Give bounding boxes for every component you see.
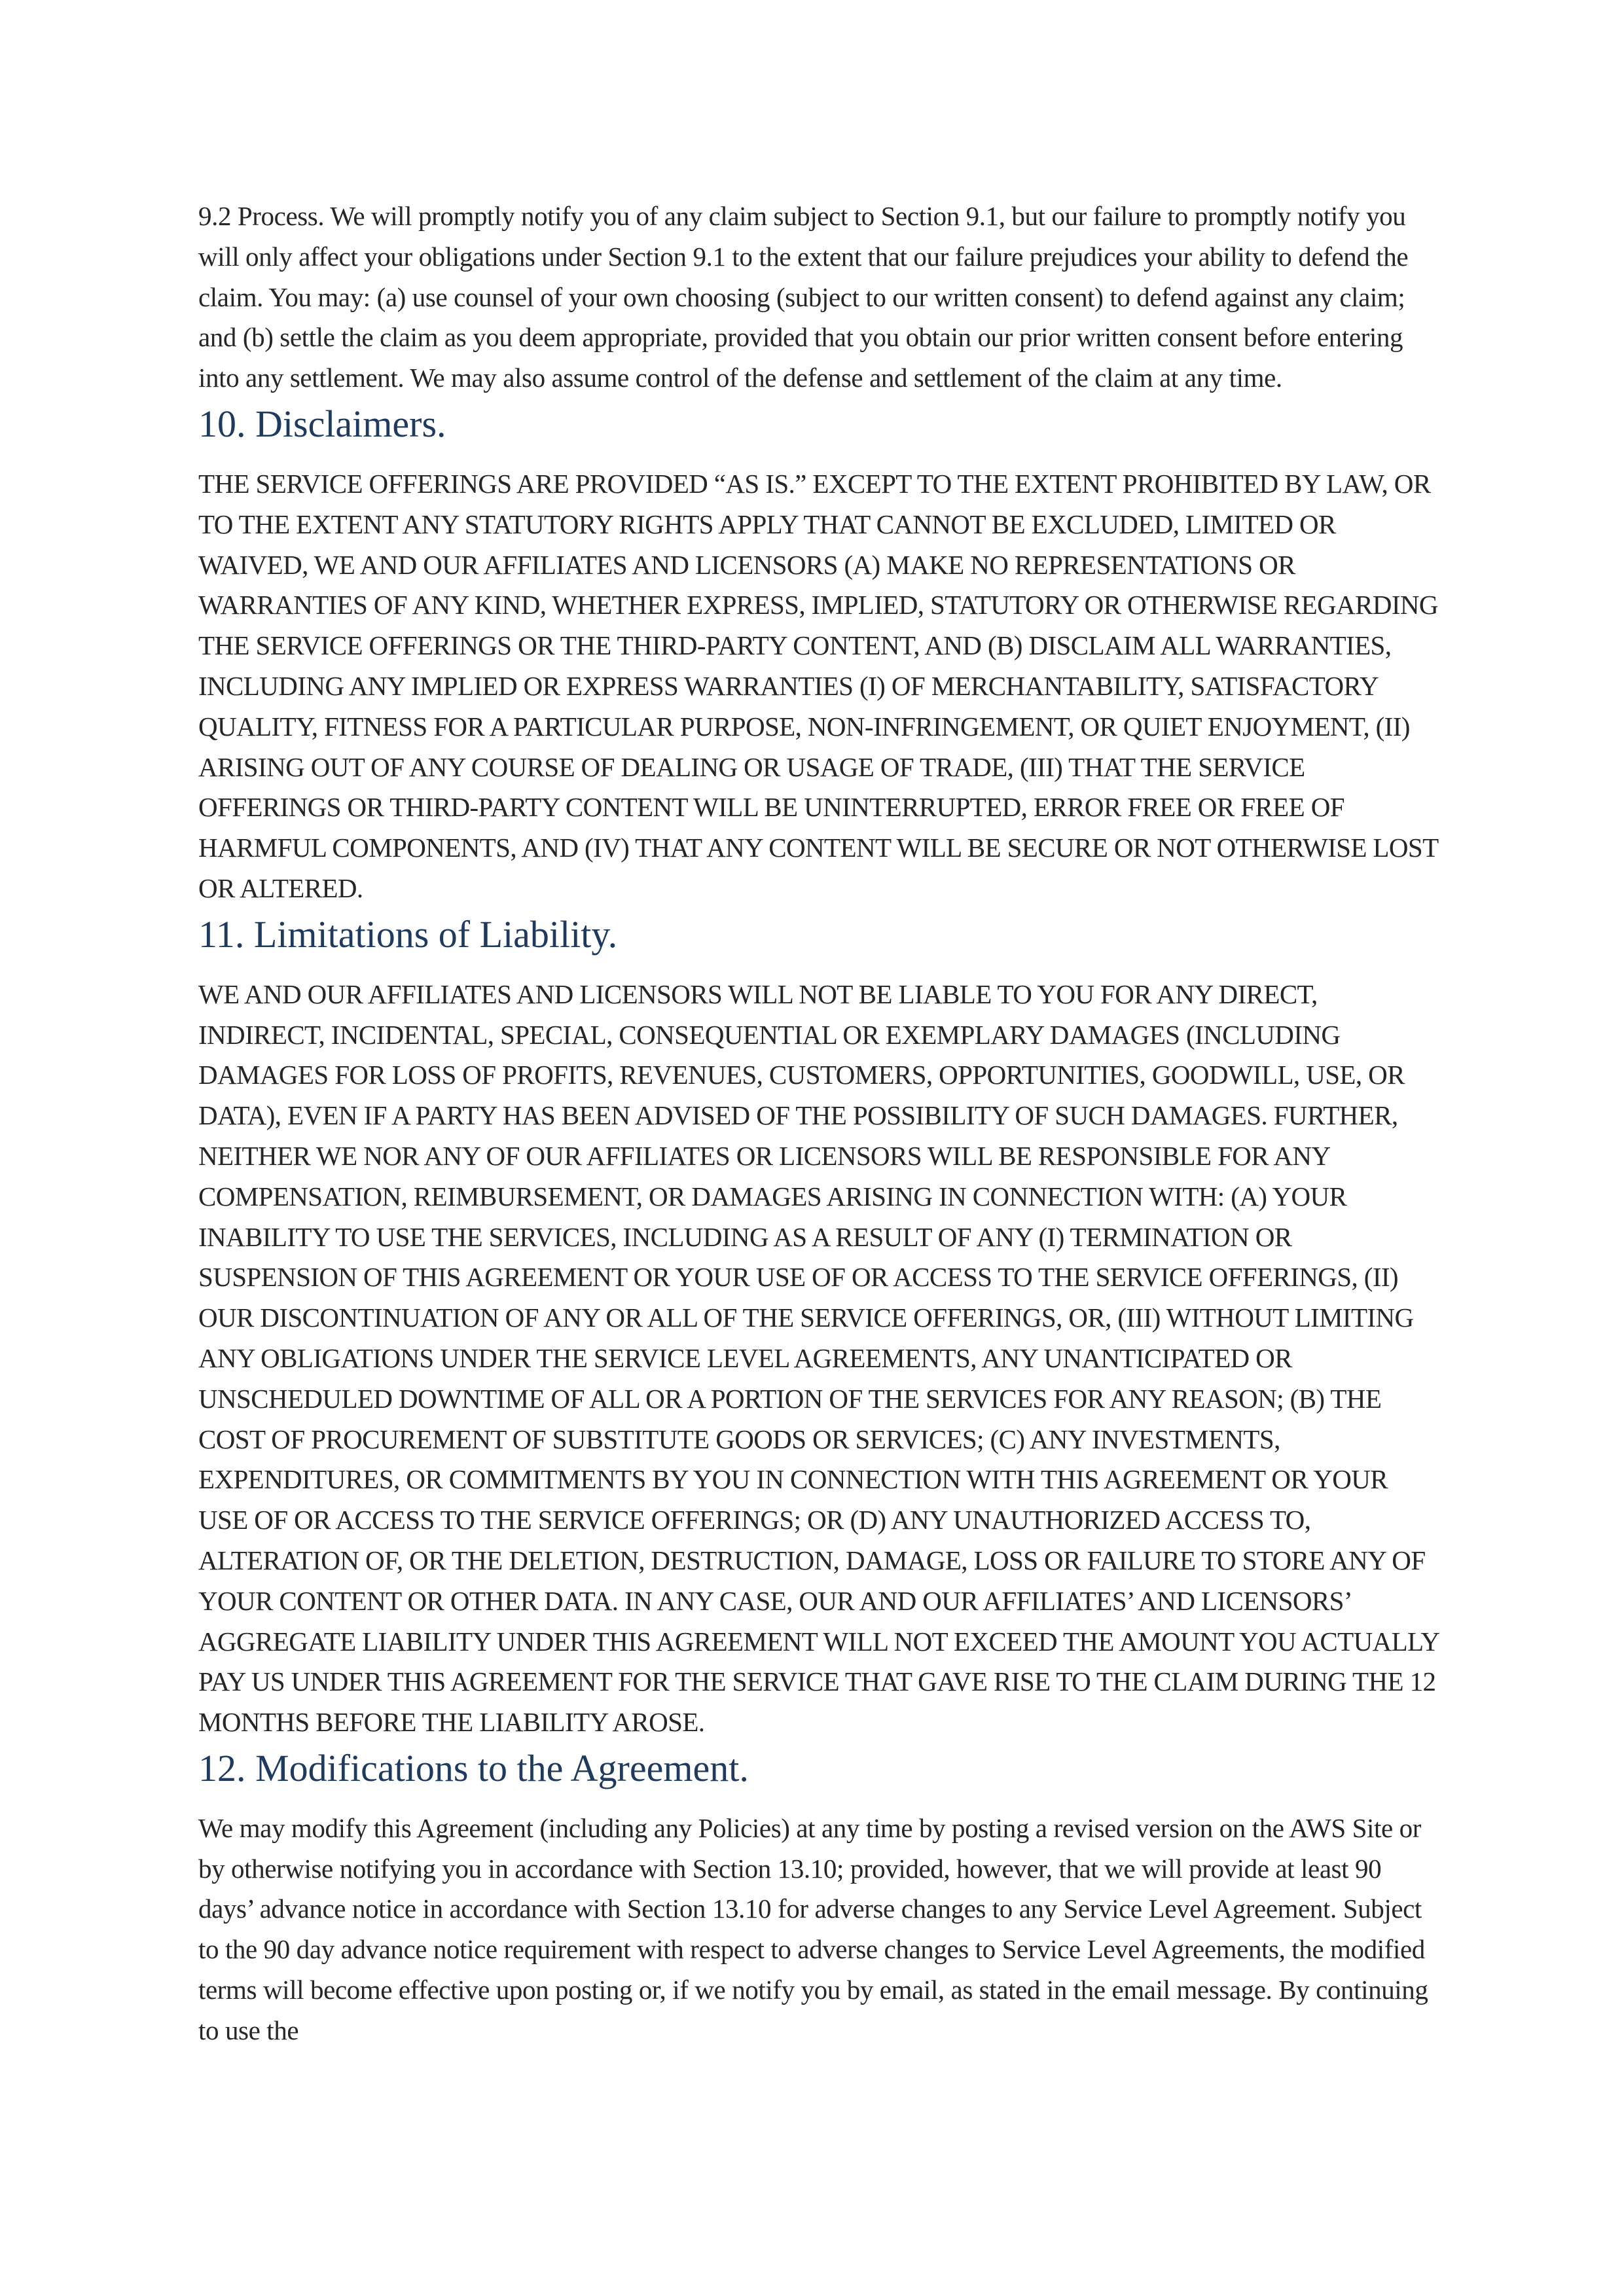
section-11-heading: 11. Limitations of Liability. bbox=[198, 912, 618, 956]
document-page bbox=[198, 196, 1439, 2051]
section-12-paragraph: We may modify this Agreement (including any Policies) at any time by posting a revised version on the AWS Site or by otherwise notifying you in accordance with Section 13.10; provided, however, that we will provide at least 90 days’ advance notice in accordance with Section 13.10 for adverse changes to any Service Level Agreement. Subject to the 90 day advance notice requirement with respect to adverse changes to Service Level Agreements, the modified terms will become effective upon posting or, if we notify you by email, as stated in the email message. By continuing to use the bbox=[198, 1812, 1428, 2045]
section-10-paragraph: THE SERVICE OFFERINGS ARE PROVIDED “AS IS.” EXCEPT TO THE EXTENT PROHIBITED BY LAW, OR TO THE EXTENT ANY STATUTORY RIGHTS APPLY THAT CANNOT BE EXCLUDED, LIMITED OR WAIVED, WE AND OUR AFFILIATES AND LICENSORS (A) MAKE NO REPRESENTATIONS OR WARRANTIES OF ANY KIND, WHETHER EXPRESS, IMPLIED, STATUTORY OR OTHERWISE REGARDING THE SERVICE OFFERINGS OR THE THIRD-PARTY CONTENT, AND (B) DISCLAIM ALL WARRANTIES, INCLUDING ANY IMPLIED OR EXPRESS WARRANTIES (I) OF MERCHANTABILITY, SATISFACTORY QUALITY, FITNESS FOR A PARTICULAR PURPOSE, NON-INFRINGEMENT, OR QUIET ENJOYMENT, (II) ARISING OUT OF ANY COURSE OF DEALING OR USAGE OF TRADE, (III) THAT THE SERVICE OFFERINGS OR THIRD-PARTY CONTENT WILL BE UNINTERRUPTED, ERROR FREE OR FREE OF HARMFUL COMPONENTS, AND (IV) THAT ANY CONTENT WILL BE SECURE OR NOT OTHERWISE LOST OR ALTERED. bbox=[198, 468, 1438, 903]
section-11-paragraph: WE AND OUR AFFILIATES AND LICENSORS WILL NOT BE LIABLE TO YOU FOR ANY DIRECT, INDIRECT, INCIDENTAL, SPECIAL, CONSEQUENTIAL OR EXEMPLARY DAMAGES (INCLUDING DAMAGES FOR LOSS OF PROFITS, REVENUES, CUSTOMERS, OPPORTUNITIES, GOODWILL, USE, OR DATA), EVEN IF A PARTY HAS BEEN ADVISED OF THE POSSIBILITY OF SUCH DAMAGES. FURTHER, NEITHER WE NOR ANY OF OUR AFFILIATES OR LICENSORS WILL BE RESPONSIBLE FOR ANY COMPENSATION, REIMBURSEMENT, OR DAMAGES ARISING IN CONNECTION WITH: (A) YOUR INABILITY TO USE THE SERVICES, INCLUDING AS A RESULT OF ANY (I) TERMINATION OR SUSPENSION OF THIS AGREEMENT OR YOUR USE OF OR ACCESS TO THE SERVICE OFFERINGS, (II) OUR DISCONTINUATION OF ANY OR ALL OF THE SERVICE OFFERINGS, OR, (III) WITHOUT LIMITING ANY OBLIGATIONS UNDER THE SERVICE LEVEL AGREEMENTS, ANY UNANTICIPATED OR UNSCHEDULED DOWNTIME OF ALL OR A PORTION OF THE SERVICES FOR ANY REASON; (B) THE COST OF PROCUREMENT OF SUBSTITUTE GOODS OR SERVICES; (C) ANY INVESTMENTS, EXPENDITURES, OR COMMITMENTS BY YOU IN CONNECTION WITH THIS AGREEMENT OR YOUR USE OF OR ACCESS TO THE SERVICE OFFERINGS; OR (D) ANY UNAUTHORIZED ACCESS TO, ALTERATION OF, OR THE DELETION, DESTRUCTION, DAMAGE, LOSS OR FAILURE TO STORE ANY OF YOUR CONTENT OR OTHER DATA. IN ANY CASE, OUR AND OUR AFFILIATES’ AND LICENSORS’ AGGREGATE LIABILITY UNDER THIS AGREEMENT WILL NOT EXCEED THE AMOUNT YOU ACTUALLY PAY US UNDER THIS AGREEMENT FOR THE SERVICE THAT GAVE RISE TO THE CLAIM DURING THE 12 MONTHS BEFORE THE LIABILITY AROSE. bbox=[198, 978, 1439, 1738]
section-10-heading: 10. Disclaimers. bbox=[198, 402, 446, 445]
section-9-2-paragraph: 9.2 Process. We will promptly notify you of any claim subject to Section 9.1, but our failure to promptly notify you will only affect your obligations under Section 9.1 to the extent that our failure prejudices your ability to defend the claim. You may: (a) use counsel of your own choosing (subject to our written consent) to defend against any claim; and (b) settle the claim as you deem appropriate, provided that you obtain our prior written consent before entering into any settlement. We may also assume control of the defense and settlement of the claim at any time. bbox=[198, 201, 1409, 393]
section-12-heading: 12. Modifications to the Agreement. bbox=[198, 1746, 749, 1789]
